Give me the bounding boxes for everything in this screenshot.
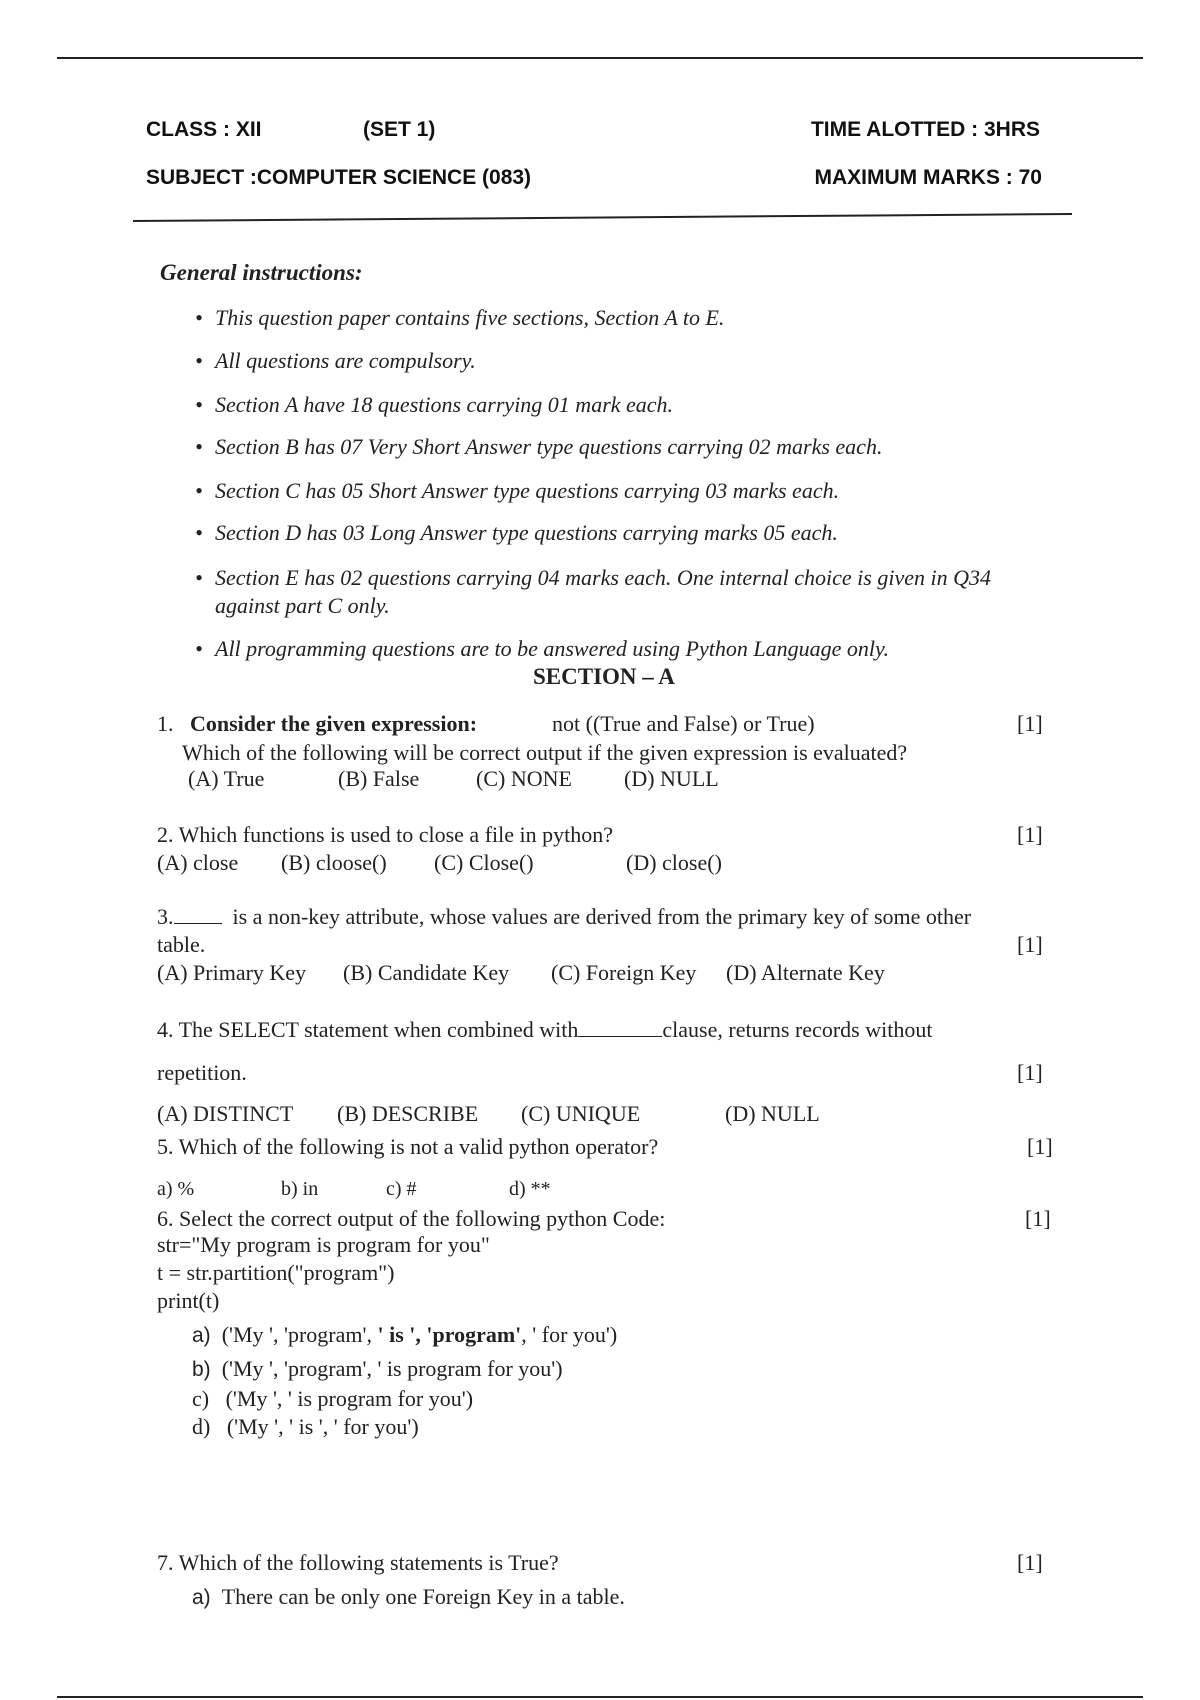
q3-option: (A) Primary Key bbox=[157, 960, 307, 985]
instructions-title: General instructions: bbox=[160, 260, 363, 285]
instruction-item: • All questions are compulsory. bbox=[195, 348, 476, 373]
q5-option: c) # bbox=[386, 1178, 417, 1200]
q2-text: 2. Which functions is used to close a file in python? bbox=[157, 822, 614, 847]
q4-blank bbox=[578, 1018, 662, 1037]
section-title: SECTION – A bbox=[533, 664, 675, 689]
subject-label: SUBJECT :COMPUTER SCIENCE (083) bbox=[146, 166, 532, 189]
q2-marks: [1] bbox=[1017, 822, 1043, 847]
q3-text-continued: table. bbox=[157, 932, 206, 957]
q4-text-continued: repetition. bbox=[157, 1060, 247, 1085]
q6-text: 6. Select the correct output of the following python Code: bbox=[157, 1206, 666, 1231]
instruction-item: • Section A have 18 questions carrying 01 mark each. bbox=[195, 392, 674, 417]
instruction-item: • Section C has 05 Short Answer type questions carrying 03 marks each. bbox=[195, 478, 840, 503]
instruction-item: • Section D has 03 Long Answer type questions carrying marks 05 each. bbox=[195, 520, 838, 545]
q7-marks: [1] bbox=[1017, 1550, 1043, 1575]
q4-marks: [1] bbox=[1017, 1060, 1043, 1085]
q5-marks: [1] bbox=[1027, 1134, 1053, 1159]
q2-option: (C) Close() bbox=[434, 850, 534, 875]
q5-text: 5. Which of the following is not a valid python operator? bbox=[157, 1134, 659, 1159]
q6-option-d: d) ('My ', ' is ', ' for you') bbox=[192, 1414, 419, 1439]
q6-marks: [1] bbox=[1025, 1206, 1051, 1231]
q2-option: (D) close() bbox=[626, 850, 722, 875]
instruction-item: • All programming questions are to be answered using Python Language only. bbox=[195, 636, 890, 661]
q1-option: (B) False bbox=[338, 766, 420, 791]
q6-option-b: b) ('My ', 'program', ' is program for you') bbox=[192, 1356, 563, 1381]
q3-blank bbox=[174, 905, 222, 924]
q6-option-a: a) ('My ', 'program', ' is ', 'program', ' for you') bbox=[192, 1322, 618, 1347]
class-label: CLASS : XII bbox=[146, 118, 262, 141]
q3-line: 3. is a non-key attribute, whose values are derived from the primary key of some other bbox=[157, 904, 972, 929]
q1-option: (C) NONE bbox=[476, 766, 572, 791]
q6-option-label: b) bbox=[192, 1358, 211, 1381]
q6-option-c: c) ('My ', ' is program for you') bbox=[192, 1386, 474, 1411]
instruction-item: • This question paper contains five sections, Section A to E. bbox=[195, 305, 725, 330]
q1-text: Which of the following will be correct output if the given expression is evaluated? bbox=[182, 740, 908, 765]
q1-option: (A) True bbox=[188, 766, 265, 791]
q6-code-line: print(t) bbox=[157, 1288, 220, 1313]
q5-option: b) in bbox=[281, 1178, 319, 1200]
bottom-rule bbox=[57, 1696, 1143, 1698]
q1-marks: [1] bbox=[1017, 711, 1043, 736]
instruction-item-continuation: against part C only. bbox=[215, 593, 390, 618]
top-rule bbox=[57, 57, 1143, 59]
instruction-item: • Section E has 02 questions carrying 04 marks each. One internal choice is given in Q34 bbox=[195, 565, 991, 590]
instruction-item: • Section B has 07 Very Short Answer type questions carrying 02 marks each. bbox=[195, 434, 883, 459]
q6-code-line: t = str.partition("program") bbox=[157, 1260, 395, 1285]
q7-option-label: a) bbox=[192, 1586, 211, 1609]
q4-line: 4. The SELECT statement when combined with clause, returns records without bbox=[157, 1017, 933, 1042]
q5-option: a) % bbox=[157, 1178, 195, 1200]
q5-option: d) ** bbox=[509, 1178, 551, 1200]
time-label: TIME ALOTTED : 3HRS bbox=[810, 118, 1040, 141]
q6-code-line: str="My program is program for you" bbox=[157, 1232, 490, 1257]
q2-option: (A) close bbox=[157, 850, 239, 875]
q6-option-label: d) bbox=[192, 1414, 211, 1439]
q4-option: (B) DESCRIBE bbox=[337, 1101, 479, 1126]
q3-option: (C) Foreign Key bbox=[551, 960, 697, 985]
q7-text: 7. Which of the following statements is True? bbox=[157, 1550, 559, 1575]
q1-number: 1. bbox=[157, 711, 174, 736]
q1-line bbox=[157, 711, 477, 737]
q6-option-label: c) bbox=[192, 1386, 210, 1411]
q6-option-label: a) bbox=[192, 1324, 211, 1347]
marks-label: MAXIMUM MARKS : 70 bbox=[814, 166, 1042, 189]
q4-option: (A) DISTINCT bbox=[157, 1101, 294, 1126]
q1-option: (D) NULL bbox=[624, 766, 719, 791]
q7-option-a: a) There can be only one Foreign Key in a table. bbox=[192, 1584, 625, 1609]
q3-option: (B) Candidate Key bbox=[343, 960, 510, 985]
q1-expression: not ((True and False) or True) bbox=[552, 711, 815, 736]
q2-option: (B) cloose() bbox=[281, 850, 387, 875]
header-rule bbox=[0, 206, 1200, 226]
q4-option: (D) NULL bbox=[725, 1101, 820, 1126]
q3-option: (D) Alternate Key bbox=[726, 960, 885, 985]
q1-lead: Consider the given expression: bbox=[190, 711, 478, 736]
set-label: (SET 1) bbox=[363, 118, 436, 141]
q3-marks: [1] bbox=[1017, 932, 1043, 957]
q4-option: (C) UNIQUE bbox=[521, 1101, 641, 1126]
